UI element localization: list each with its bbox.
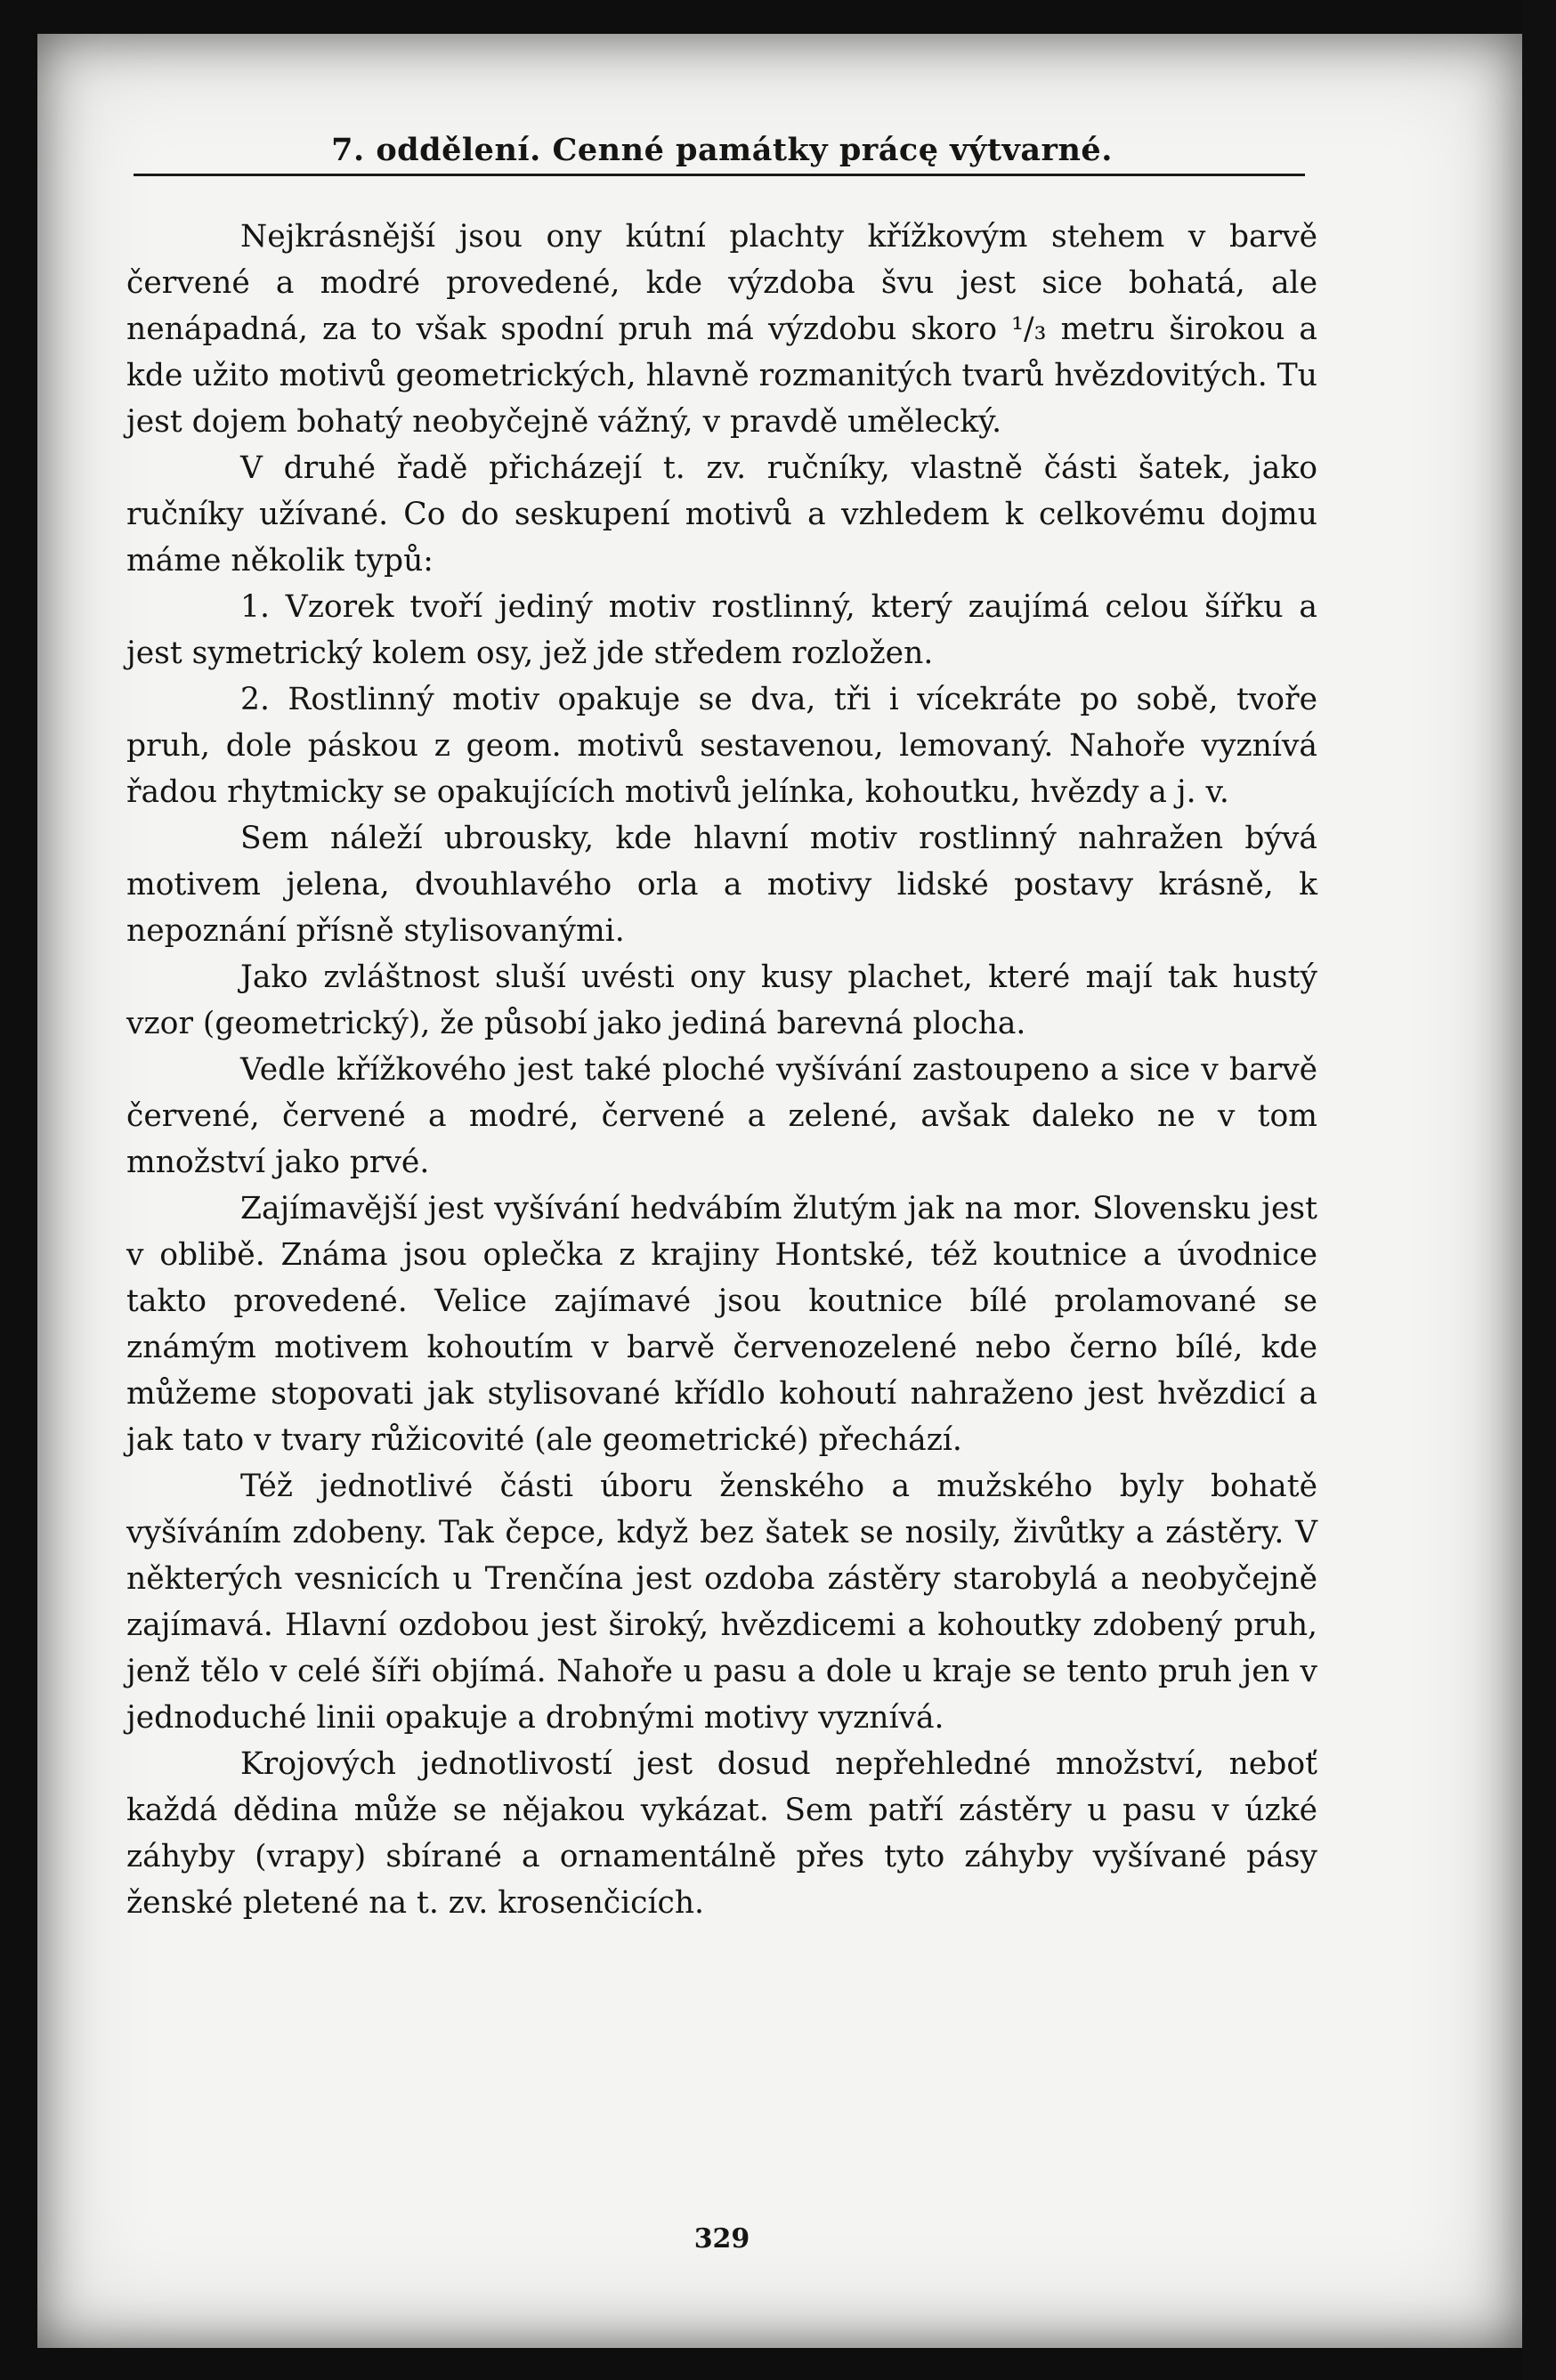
body-text	[126, 214, 1317, 1926]
paragraph: 2. Rostlinný motiv opakuje se dva, tři i vícekráte po sobě, tvoře pruh, dole páskou z geom. motivů sestavenou, lemovaný. Nahoře vyznívá řadou rhytmicky se opakujících motivů jelínka, kohoutku, hvězdy a j. v.	[126, 682, 1317, 810]
book-page	[37, 34, 1522, 2348]
binding-edge	[1522, 0, 1556, 2380]
paragraph: Sem náleží ubrousky, kde hlavní motiv rostlinný nahražen bývá motivem jelena, dvouhlavého orla a motivy lidské postavy krásně, k nepoznání přísně stylisovanými.	[126, 821, 1317, 949]
running-head: 7. oddělení. Cenné památky prácę výtvarné.	[331, 132, 1113, 168]
paragraph: Krojových jednotlivostí jest dosud nepřehledné množství, neboť každá dědina může se nějakou vykázat. Sem patří zástěry u pasu v úzké záhyby (vrapy) sbírané a ornamentálně přes tyto záhyby vyšívané pásy ženské pletené na t. zv. krosenčicích.	[126, 1746, 1317, 1921]
paragraph: Nejkrásnější jsou ony kútní plachty křížkovým stehem v barvě červené a modré provedené, kde výzdoba švu jest sice bohatá, ale nenápadná, za to však spodní pruh má výzdobu skoro ¹/₃ metru širokou a kde užito motivů geometrických, hlavně rozmanitých tvarů hvězdovitých. Tu jest dojem bohatý neobyčejně vážný, v pravdě umělecký.	[126, 219, 1317, 440]
paragraph: Zajímavější jest vyšívání hedvábím žlutým jak na mor. Slovensku jest v oblibě. Známa jsou oplečka z krajiny Hontské, též koutnice a úvodnice takto provedené. Velice zajímavé jsou koutnice bílé prolamované se známým motivem kohoutím v barvě červenozelené nebo černo bílé, kde můžeme stopovati jak stylisované křídlo kohoutí nahraženo jest hvězdicí a jak tato v tvary růžicovité (ale geometrické) přechází.	[126, 1191, 1317, 1458]
page-number: 329	[693, 2223, 750, 2255]
paragraph: Též jednotlivé části úboru ženského a mužského byly bohatě vyšíváním zdobeny. Tak čepce, když bez šatek se nosily, živůtky a zástěry. V některých vesnicích u Trenčína jest ozdoba zástěry starobylá a neobyčejně zajímavá. Hlavní ozdobou jest široký, hvězdicemi a kohoutky zdobený pruh, jenž tělo v celé šíři objímá. Nahoře u pasu a dole u kraje se tento pruh jen v jednoduché linii opakuje a drobnými motivy vyznívá.	[126, 1469, 1317, 1736]
paragraph: V druhé řadě přicházejí t. zv. ručníky, vlastně části šatek, jako ručníky užívané. Co do seskupení motivů a vzhledem k celkovému dojmu máme několik typů:	[126, 450, 1317, 579]
paragraph: Vedle křížkového jest také ploché vyšívání zastoupeno a sice v barvě červené, červené a modré, červené a zelené, avšak daleko ne v tom množství jako prvé.	[126, 1052, 1317, 1180]
paragraph: Jako zvláštnost sluší uvésti ony kusy plachet, které mají tak hustý vzor (geometrický), že působí jako jediná barevná plocha.	[126, 959, 1317, 1041]
paragraph: 1. Vzorek tvoří jediný motiv rostlinný, který zaujímá celou šířku a jest symetrický kolem osy, jež jde středem rozložen.	[126, 589, 1317, 671]
page-content	[126, 132, 1317, 2255]
running-head-rule	[134, 174, 1305, 176]
